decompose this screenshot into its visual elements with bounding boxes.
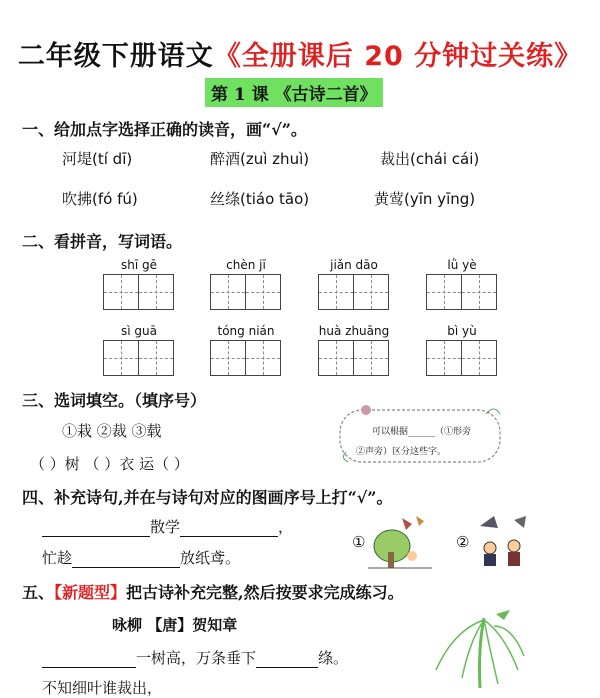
pinyin-label: lǜ yè bbox=[447, 258, 477, 272]
new-type-tag: 【新题型】 bbox=[54, 583, 127, 602]
s1-item: 黄莺(yīn yīng) bbox=[374, 190, 476, 208]
poem-title: 咏柳 【唐】贺知章 bbox=[112, 616, 238, 634]
pinyin-label: shī gē bbox=[120, 258, 157, 272]
section2-heading: 二、看拼音，写词语。 bbox=[22, 232, 183, 251]
writing-grid[interactable] bbox=[426, 340, 497, 376]
note-text-2: ②声旁）区分这些字。 bbox=[356, 447, 447, 457]
answer-blank[interactable] bbox=[180, 522, 278, 537]
pinyin-label: jiǎn dāo bbox=[330, 258, 378, 272]
section1-heading: 一、给加点字选择正确的读音，画“√”。 bbox=[22, 120, 307, 139]
poem-line-2: 忙趁 放纸鸢。 bbox=[42, 549, 241, 567]
pinyin-label: huà zhuāng bbox=[318, 324, 390, 338]
title-red: 《全册课后 20 分钟过关练》 bbox=[213, 41, 583, 72]
pinyin-label: sì guā bbox=[121, 324, 157, 338]
s1-item: 裁出(chái cái) bbox=[380, 150, 480, 168]
willow-tree-picture bbox=[424, 606, 534, 689]
writing-grid[interactable] bbox=[103, 274, 174, 310]
pinyin-label: bì yù bbox=[447, 324, 477, 338]
section4-heading: 四、补充诗句,并在与诗句对应的图画序号上打“√”。 bbox=[22, 488, 393, 507]
writing-grid[interactable] bbox=[210, 274, 281, 310]
writing-grid[interactable] bbox=[426, 274, 497, 310]
writing-grid[interactable] bbox=[210, 340, 281, 376]
answer-blank[interactable] bbox=[72, 553, 180, 568]
s1-item: 醉酒(zuì zhuì) bbox=[210, 150, 310, 168]
note-text-1: 可以根据______（①形旁 bbox=[372, 427, 472, 437]
fill-blanks[interactable]: （ ）树 （ ）衣 运（ ） bbox=[30, 455, 189, 473]
lesson-label: 第 1 课 《古诗二首》 bbox=[205, 78, 383, 107]
poem-line-1: 散学 ， bbox=[42, 516, 293, 537]
picture-number-2[interactable]: ② bbox=[456, 533, 470, 551]
s1-item: 河堤(tí dī) bbox=[62, 150, 133, 168]
answer-blank[interactable] bbox=[256, 653, 318, 668]
section5-heading: 五、【新题型】把古诗补充完整,然后按要求完成练习。 bbox=[22, 583, 404, 602]
answer-blank[interactable] bbox=[42, 522, 150, 537]
writing-grid[interactable] bbox=[318, 340, 389, 376]
pinyin-label: chèn jī bbox=[226, 258, 266, 272]
s1-item: 吹拂(fó fú) bbox=[62, 190, 138, 208]
writing-grid[interactable] bbox=[318, 274, 389, 310]
title-black: 二年级下册语文 bbox=[17, 41, 214, 72]
word-options: ①栽 ②裁 ③载 bbox=[62, 422, 162, 440]
poem-line-2: 不知细叶谁裁出， bbox=[42, 679, 163, 697]
kite-children-picture bbox=[366, 512, 432, 570]
children-kite-picture bbox=[470, 512, 536, 570]
pinyin-label: tóng nián bbox=[217, 324, 275, 338]
s1-item: 丝绦(tiáo tāo) bbox=[210, 190, 310, 208]
page-title bbox=[0, 34, 600, 73]
answer-blank[interactable] bbox=[42, 653, 136, 668]
section3-heading: 三、选词填空。（填序号） bbox=[22, 391, 207, 410]
picture-number-1[interactable]: ① bbox=[352, 533, 366, 551]
poem-line-1: 一树高，万条垂下 绦。 bbox=[42, 647, 348, 668]
writing-grid[interactable] bbox=[103, 340, 174, 376]
